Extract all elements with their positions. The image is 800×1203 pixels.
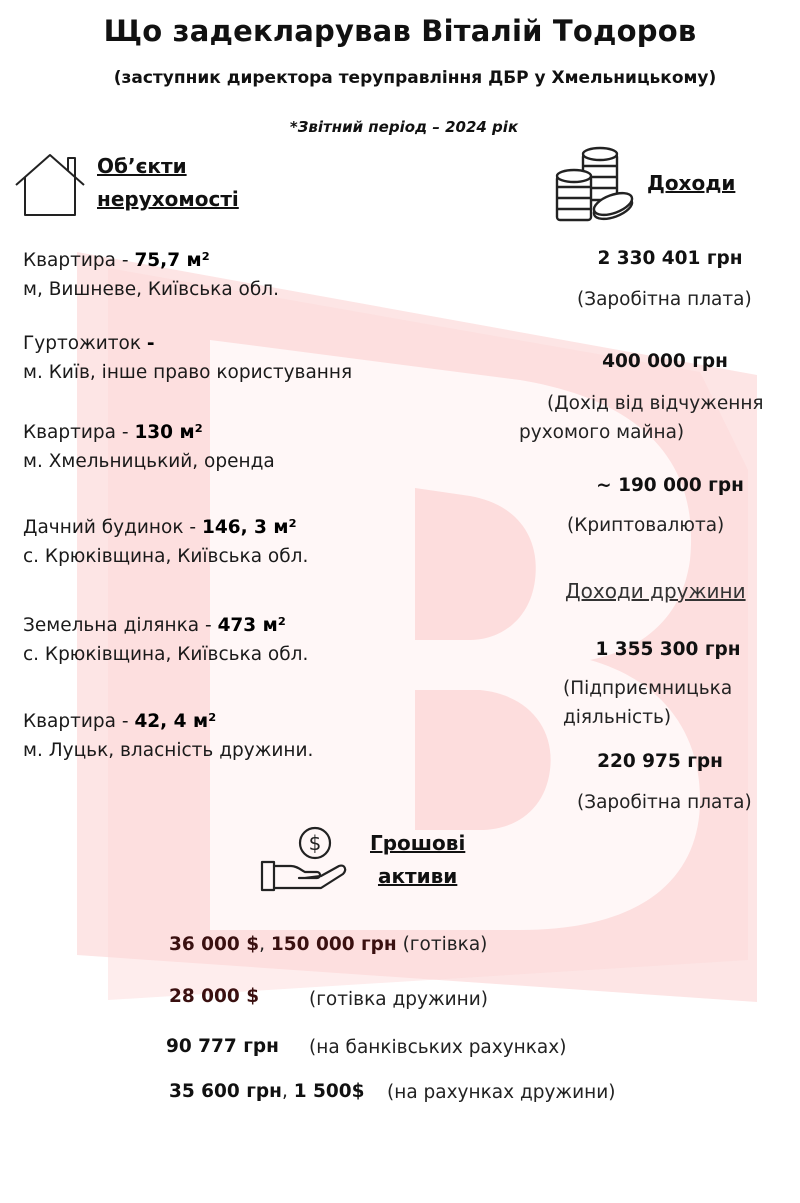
cash-row: 36 000 $, 150 000 грн (готівка) <box>169 934 488 955</box>
spouse-income-amount: 220 975 грн <box>597 751 723 772</box>
property-item: Земельна ділянка - 473 м² с. Крюківщина, Київська обл. <box>23 615 309 665</box>
property-item: Квартира - 75,7 м² м, Вишневе, Київська обл. <box>23 250 279 300</box>
income-amount: 400 000 грн <box>602 351 728 372</box>
page-title: Що задекларував Віталій Тодоров <box>103 14 697 48</box>
property-item: Квартира - 130 м² м. Хмельницький, оренда <box>23 422 275 472</box>
cash-row-note: (на банківських рахунках) <box>309 1037 567 1058</box>
property-heading: Об’єкти нерухомості <box>97 154 239 211</box>
reporting-period: *Звітний період – 2024 рік <box>289 118 519 136</box>
income-note: (Дохід від відчуження <box>547 393 764 414</box>
assets-heading: Грошові активи <box>370 831 466 888</box>
svg-text:$: $ <box>308 831 322 855</box>
spouse-income-amount: 1 355 300 грн <box>595 639 741 660</box>
house-icon <box>12 152 88 218</box>
spouse-income-note: діяльність) <box>563 707 672 728</box>
cash-row: 35 600 грн, 1 500$ <box>169 1081 365 1102</box>
income-note: (Заробітна плата) <box>577 289 752 310</box>
income-amount: 2 330 401 грн <box>597 248 743 269</box>
coins-icon <box>553 146 637 224</box>
property-item: Квартира - 42, 4 м² м. Луцьк, власність дружини. <box>23 711 314 761</box>
spouse-income-note: (Підприємницька <box>563 678 733 699</box>
hand-dollar-icon <box>259 824 349 896</box>
cash-row: 28 000 $ <box>169 986 260 1007</box>
page-subtitle: (заступник директора теруправління ДБР у Хмельницькому) <box>113 68 717 88</box>
cash-row: 90 777 грн <box>166 1036 279 1057</box>
property-item: Гуртожиток - м. Київ, інше право користування <box>23 333 353 383</box>
spouse-income-heading: Доходи дружини <box>565 579 746 603</box>
income-amount: ~ 190 000 грн <box>596 475 744 496</box>
income-note: (Криптовалюта) <box>567 515 725 536</box>
cash-row-note: (готівка дружини) <box>309 989 488 1010</box>
income-heading: Доходи <box>647 171 736 195</box>
cash-row-note: (на рахунках дружини) <box>387 1082 616 1103</box>
spouse-income-note: (Заробітна плата) <box>577 792 752 813</box>
income-note: рухомого майна) <box>519 422 685 443</box>
property-item: Дачний будинок - 146, 3 м² с. Крюківщина, Київська обл. <box>23 517 309 567</box>
